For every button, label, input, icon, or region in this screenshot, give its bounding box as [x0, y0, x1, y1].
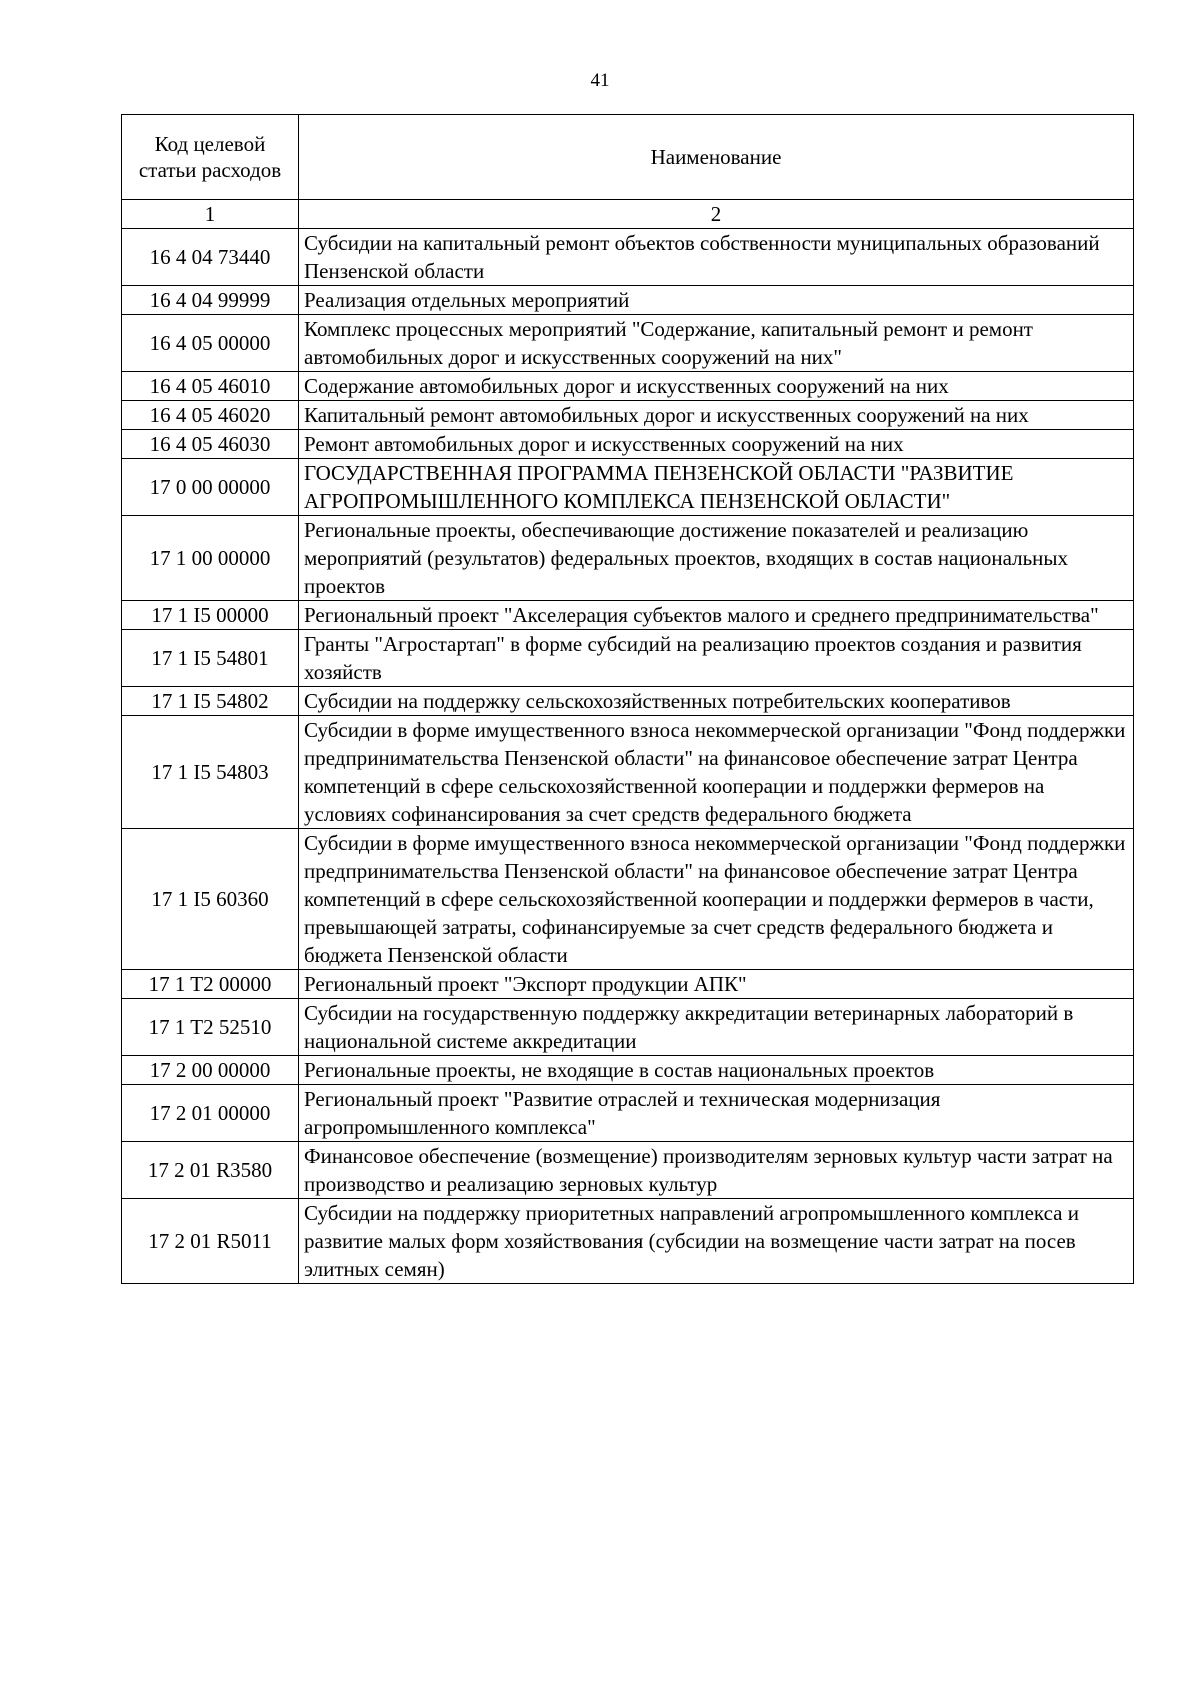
table-row	[122, 601, 1134, 630]
row-code: 17 0 00 00000	[122, 459, 299, 516]
row-code: 17 2 01 R3580	[122, 1142, 299, 1199]
table-row	[122, 999, 1134, 1056]
row-code: 17 2 00 00000	[122, 1056, 299, 1085]
table-body	[122, 229, 1134, 1284]
row-name: Ремонт автомобильных дорог и искусственных сооружений на них	[299, 430, 1134, 459]
row-name: Содержание автомобильных дорог и искусственных сооружений на них	[299, 372, 1134, 401]
table-row	[122, 716, 1134, 829]
column-number-2: 2	[299, 200, 1134, 229]
row-code: 16 4 05 00000	[122, 315, 299, 372]
row-name: Региональные проекты, не входящие в состав национальных проектов	[299, 1056, 1134, 1085]
row-name: Субсидии в форме имущественного взноса некоммерческой организации "Фонд поддержки предпринимательства Пензенской области" на финансовое обеспечение затрат Центра компетенций в сфере сельскохозяйственной кооперации и поддержки фермеров в части, превышающей затраты, софинансируемые за счет средств федерального бюджета и бюджета Пензенской области	[299, 829, 1134, 970]
table-row	[122, 1199, 1134, 1284]
row-name: Субсидии на государственную поддержку аккредитации ветеринарных лабораторий в национальной системе аккредитации	[299, 999, 1134, 1056]
table-row	[122, 516, 1134, 601]
row-code: 17 1 I5 60360	[122, 829, 299, 970]
table-row	[122, 459, 1134, 516]
row-name: Гранты "Агростартап" в форме субсидий на реализацию проектов создания и развития хозяйств	[299, 630, 1134, 687]
row-name: Субсидии на поддержку сельскохозяйственных потребительских кооперативов	[299, 687, 1134, 716]
table-row	[122, 286, 1134, 315]
row-name: Субсидии на поддержку приоритетных направлений агропромышленного комплекса и развитие малых форм хозяйствования (субсидии на возмещение части затрат на посев элитных семян)	[299, 1199, 1134, 1284]
row-name: Реализация отдельных мероприятий	[299, 286, 1134, 315]
table-row	[122, 430, 1134, 459]
row-name: Капитальный ремонт автомобильных дорог и искусственных сооружений на них	[299, 401, 1134, 430]
row-name: Региональный проект "Акселерация субъектов малого и среднего предпринимательства"	[299, 601, 1134, 630]
row-code: 16 4 04 99999	[122, 286, 299, 315]
table-row	[122, 229, 1134, 286]
row-code: 17 2 01 00000	[122, 1085, 299, 1142]
column-number-1: 1	[122, 200, 299, 229]
row-code: 17 1 T2 00000	[122, 970, 299, 999]
row-code: 16 4 04 73440	[122, 229, 299, 286]
table-row	[122, 630, 1134, 687]
budget-classification-table	[121, 114, 1134, 1284]
row-code: 17 1 I5 54802	[122, 687, 299, 716]
row-name: Региональный проект "Экспорт продукции АПК"	[299, 970, 1134, 999]
table-row	[122, 1056, 1134, 1085]
row-code: 17 1 I5 54803	[122, 716, 299, 829]
table-row	[122, 1085, 1134, 1142]
table-row	[122, 315, 1134, 372]
row-code: 17 1 T2 52510	[122, 999, 299, 1056]
table-row	[122, 687, 1134, 716]
table-row	[122, 970, 1134, 999]
row-name: Региональные проекты, обеспечивающие достижение показателей и реализацию мероприятий (результатов) федеральных проектов, входящих в состав национальных проектов	[299, 516, 1134, 601]
table-row	[122, 372, 1134, 401]
row-code: 17 2 01 R5011	[122, 1199, 299, 1284]
table-header-row	[122, 115, 1134, 200]
table-row	[122, 829, 1134, 970]
row-code: 17 1 I5 00000	[122, 601, 299, 630]
row-code: 16 4 05 46030	[122, 430, 299, 459]
column-number-row	[122, 200, 1134, 229]
page-number: 41	[590, 70, 610, 91]
row-name: Финансовое обеспечение (возмещение) производителям зерновых культур части затрат на производство и реализацию зерновых культур	[299, 1142, 1134, 1199]
header-name: Наименование	[299, 115, 1134, 200]
row-code: 17 1 I5 54801	[122, 630, 299, 687]
row-name: Комплекс процессных мероприятий "Содержание, капитальный ремонт и ремонт автомобильных дорог и искусственных сооружений на них"	[299, 315, 1134, 372]
row-name: Субсидии в форме имущественного взноса некоммерческой организации "Фонд поддержки предпринимательства Пензенской области" на финансовое обеспечение затрат Центра компетенций в сфере сельскохозяйственной кооперации и поддержки фермеров на условиях софинансирования за счет средств федерального бюджета	[299, 716, 1134, 829]
table-row	[122, 1142, 1134, 1199]
row-code: 16 4 05 46010	[122, 372, 299, 401]
header-code: Код целевой статьи расходов	[122, 115, 299, 200]
row-name: Субсидии на капитальный ремонт объектов собственности муниципальных образований Пензенской области	[299, 229, 1134, 286]
row-name: Региональный проект "Развитие отраслей и техническая модернизация агропромышленного комплекса"	[299, 1085, 1134, 1142]
row-name: ГОСУДАРСТВЕННАЯ ПРОГРАММА ПЕНЗЕНСКОЙ ОБЛАСТИ "РАЗВИТИЕ АГРОПРОМЫШЛЕННОГО КОМПЛЕКСА ПЕНЗЕНСКОЙ ОБЛАСТИ"	[299, 459, 1134, 516]
table-row	[122, 401, 1134, 430]
row-code: 17 1 00 00000	[122, 516, 299, 601]
row-code: 16 4 05 46020	[122, 401, 299, 430]
